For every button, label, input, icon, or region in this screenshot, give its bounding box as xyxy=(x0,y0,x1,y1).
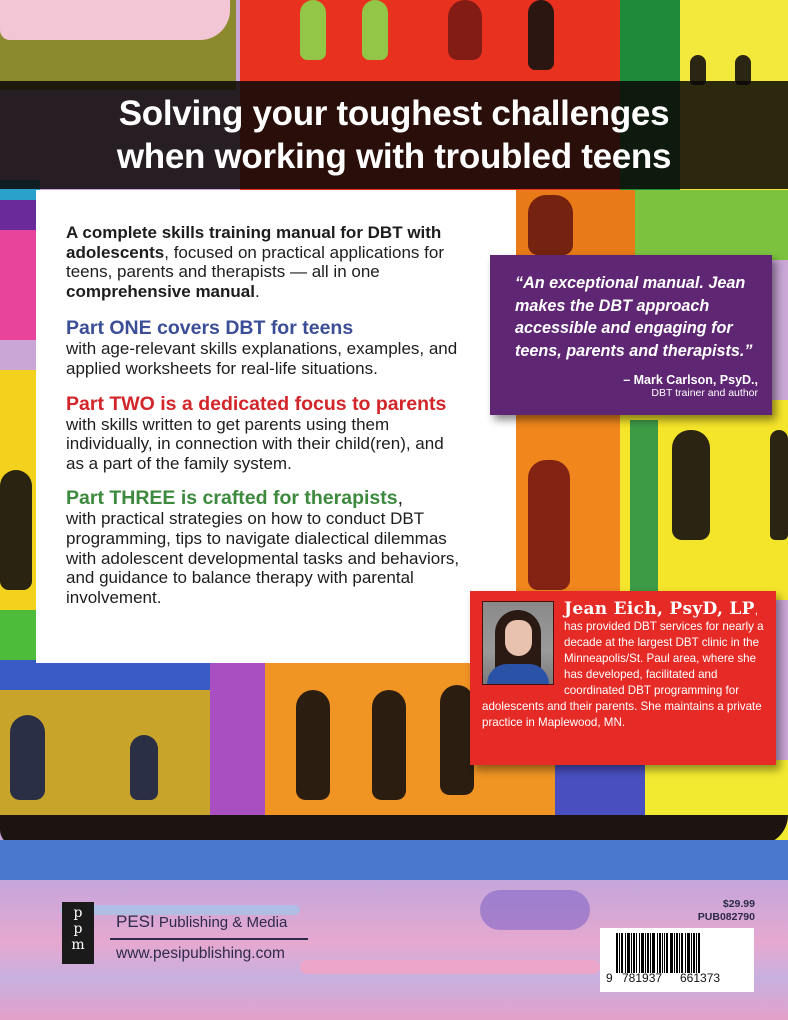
barcode-bars xyxy=(616,933,748,973)
paint-window xyxy=(440,685,474,795)
section-heading: Part ONE covers DBT for teens xyxy=(66,317,354,340)
testimonial-author: – Mark Carlson, PsyD., xyxy=(623,373,758,387)
isbn-barcode xyxy=(600,928,754,992)
price: $29.99 xyxy=(722,898,755,910)
paint-window xyxy=(0,470,32,590)
publisher-url-link[interactable]: www.pesipublishing.com xyxy=(116,945,285,962)
author-photo xyxy=(482,601,554,685)
barcode-digit-group-2: 661373 xyxy=(680,971,721,985)
section-body: with age-relevant skills explanations, examples, and applied worksheets for real-life situations. xyxy=(66,339,458,378)
publisher-logo-icon xyxy=(62,902,94,964)
intro-bold-tail: comprehensive manual xyxy=(66,281,255,301)
headline-banner xyxy=(0,81,788,189)
paint-streak xyxy=(300,960,600,974)
paint-streak xyxy=(480,890,590,930)
intro-bold-lead: A complete skills training manual for DBT with adolescents xyxy=(66,223,442,262)
section-body: with practical strategies on how to conduct DBT programming, tips to navigate dialectical dilemmas with adolescent developmental tasks and behaviors, and guidance to balance therapy with parental involvement. xyxy=(66,509,460,607)
photo-face xyxy=(505,620,532,656)
publisher-name-main: PESI xyxy=(116,912,155,931)
barcode-digit-group-1: 781937 xyxy=(622,971,663,985)
barcode-digits xyxy=(606,971,748,985)
product-code: PUB082790 xyxy=(697,911,755,923)
author-name: Jean Eich, PsyD, LP xyxy=(564,599,755,619)
author-bio-text: provided DBT services for nearly a decade at the largest DBT clinic in the Minneapolis/St. Paul area, where she has developed, facilitated and coordinated DBT programming for adolescents and their parents. She maintains a private practice in Maplewood, MN. xyxy=(482,620,764,729)
paint-window xyxy=(528,460,570,590)
barcode-digit-prefix: 9 xyxy=(606,971,613,985)
paint-window xyxy=(448,0,482,60)
description-panel xyxy=(36,190,516,663)
publisher-logo-text: ppm xyxy=(70,905,86,953)
section-part-three xyxy=(66,487,516,607)
section-part-two xyxy=(66,393,516,474)
author-bio-box xyxy=(470,591,776,765)
headline-line-1: Solving your toughest challenges xyxy=(118,94,670,133)
testimonial-box xyxy=(490,255,772,415)
paint-window xyxy=(362,0,388,60)
photo-shirt xyxy=(487,664,549,685)
paint-window xyxy=(130,735,158,800)
paint-right-green-strip xyxy=(630,420,658,600)
section-heading-wrap xyxy=(66,487,516,509)
intro-paragraph xyxy=(66,223,486,301)
section-part-one xyxy=(66,317,516,378)
intro-end: . xyxy=(254,281,260,301)
section-heading: Part TWO is a dedicated focus to parents xyxy=(66,392,447,415)
paint-window xyxy=(672,430,710,540)
paint-pink-patch xyxy=(0,0,230,40)
heading-suffix: , xyxy=(397,487,404,510)
headline-line-2: when working with troubled teens xyxy=(116,137,672,176)
author-name-suffix: , has xyxy=(564,604,758,633)
paint-left-pink xyxy=(0,230,40,340)
price-block xyxy=(698,898,755,924)
paint-window xyxy=(528,195,573,255)
paint-magenta-strip xyxy=(210,660,265,820)
section-body: with skills written to get parents using them individually, in connection with their child(ren), and as a part of the family system. xyxy=(66,414,444,473)
publisher-name-rest: Publishing & Media xyxy=(154,914,288,931)
paint-window xyxy=(770,430,788,540)
paint-window xyxy=(528,0,554,70)
paint-window xyxy=(296,690,330,800)
testimonial-author-role: DBT trainer and author xyxy=(651,387,758,399)
paint-window xyxy=(10,715,45,800)
paint-window xyxy=(372,690,406,800)
intro-text: , focused on practical applications for teens, parents and therapists — all in one xyxy=(66,242,444,282)
paint-window xyxy=(300,0,326,60)
paint-right-green xyxy=(635,190,788,260)
testimonial-text: “An exceptional manual. Jean makes the DBT approach accessible and engaging for teens, parents and therapists.” xyxy=(515,274,753,360)
section-heading: Part THREE is crafted for therapists xyxy=(66,487,398,510)
publisher-name xyxy=(116,912,287,932)
publisher-divider xyxy=(110,938,308,940)
